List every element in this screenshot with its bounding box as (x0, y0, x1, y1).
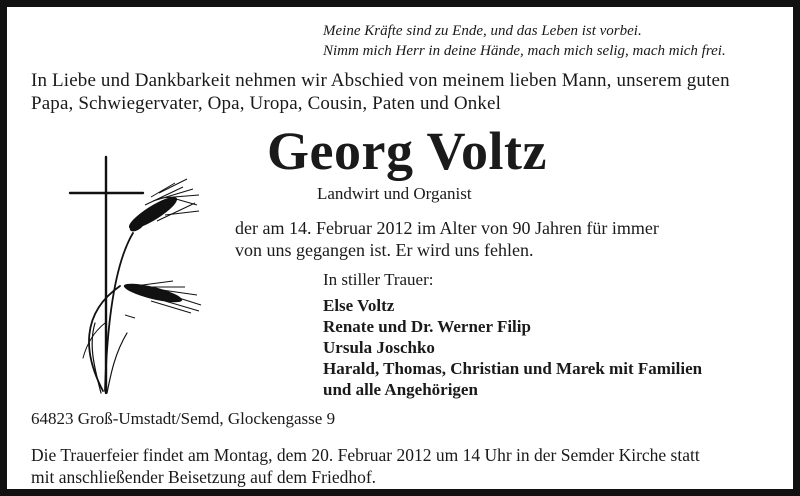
quote-line-2: Nimm mich Herr in deine Hände, mach mich selig, mach mich frei. (323, 43, 726, 59)
family-address: 64823 Groß-Umstadt/Semd, Glockengasse 9 (31, 409, 336, 428)
mourner-name: Else Voltz (323, 296, 395, 315)
funeral-line-1: Die Trauerfeier findet am Montag, dem 20. Februar 2012 um 14 Uhr in der Semder Kirche statt (31, 445, 700, 465)
cross-with-wheat-icon (65, 153, 215, 403)
intro-text (31, 69, 791, 115)
passing-statement (235, 217, 695, 261)
intro-line-2: Papa, Schwiegervater, Opa, Uropa, Cousin, Paten und Onkel (31, 93, 502, 114)
quote-line-1: Meine Kräfte sind zu Ende, und das Leben ist vorbei. (323, 23, 642, 39)
passing-line-2: von uns gegangen ist. Er wird uns fehlen. (235, 240, 534, 260)
deceased-name: Georg Voltz (267, 121, 547, 181)
mourner-name: Harald, Thomas, Christian und Marek mit Familien (323, 359, 703, 378)
funeral-notice (31, 444, 791, 488)
mourning-label: In stiller Trauer: (323, 270, 434, 289)
funeral-line-2: mit anschließender Beisetzung auf dem Friedhof. (31, 467, 377, 487)
deceased-profession: Landwirt und Organist (317, 184, 472, 203)
epigraph-quote (323, 21, 793, 61)
mourner-name: Ursula Joschko (323, 338, 435, 357)
mourner-name: Renate und Dr. Werner Filip (323, 317, 531, 336)
passing-line-1: der am 14. Februar 2012 im Alter von 90 Jahren für immer (235, 218, 659, 238)
mourner-name: und alle Angehörigen (323, 380, 478, 399)
mourners-list (323, 295, 702, 400)
intro-line-1: In Liebe und Dankbarkeit nehmen wir Abschied von meinem lieben Mann, unserem guten (31, 70, 730, 91)
